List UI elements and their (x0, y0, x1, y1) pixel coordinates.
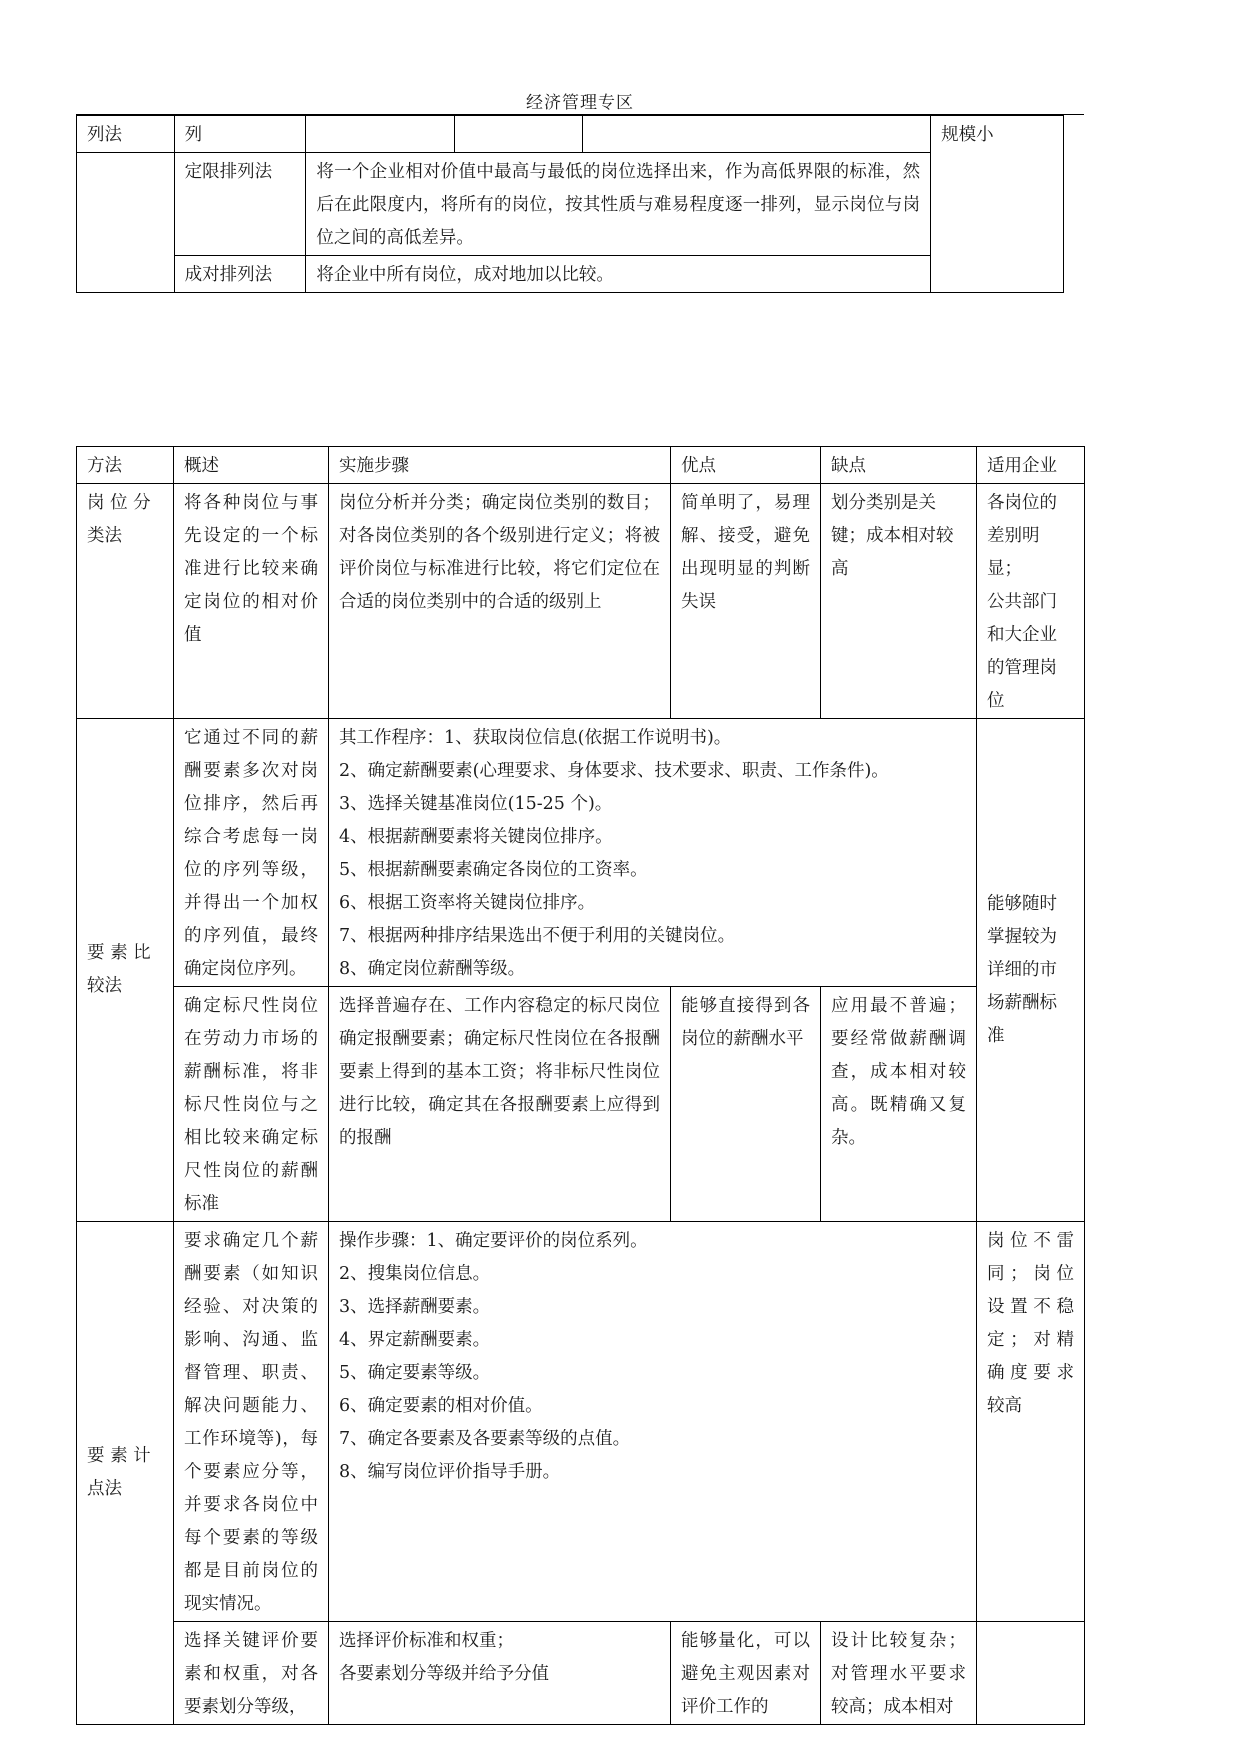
pros-cell: 能够直接得到各岗位的薪酬水平 (671, 987, 821, 1222)
submethod-cell: 列 (174, 116, 306, 153)
fit-cell: 岗位不雷同；岗位设置不稳定；对精确度要求较高 (977, 1222, 1085, 1622)
fit-cell-empty (977, 1622, 1085, 1725)
submethod-name: 成对排列法 (174, 256, 306, 293)
header-summary: 概述 (174, 447, 329, 484)
empty-cell (583, 116, 931, 153)
empty-cell (455, 116, 583, 153)
fit-cell: 规模小 (931, 116, 1064, 293)
pros-cell: 简单明了，易理解、接受，避免出现明显的判断失误 (671, 484, 821, 719)
steps-cell: 其工作程序：1、获取岗位信息(依据工作说明书)。 2、确定薪酬要素(心理要求、身体要求、技术要求、职责、工作条件)。 3、选择关键基准岗位(15-25 个)。 4、根据薪酬要素将关键岗位排序。 5、根据薪酬要素确定各岗位的工资率。 6、根据工资率将关键岗位排序。 7、根据两种排序结果选出不便于利用的关键岗位。 8、确定岗位薪酬等级。 (329, 719, 977, 987)
summary-cell: 选择关键评价要素和权重，对各要素划分等级， (174, 1622, 329, 1725)
submethod-name: 定限排列法 (174, 153, 306, 256)
summary-cell: 要求确定几个薪酬要素（如知识经验、对决策的影响、沟通、监督管理、职责、解决问题能力、工作环境等)，每个要素应分等，并要求各岗位中每个要素的等级都是目前岗位的现实情况。 (174, 1222, 329, 1622)
header-steps: 实施步骤 (329, 447, 671, 484)
steps-cell: 选择评价标准和权重； 各要素划分等级并给予分值 (329, 1622, 671, 1725)
submethod-description: 将一个企业相对价值中最高与最低的岗位选择出来，作为高低界限的标准，然后在此限度内，将所有的岗位，按其性质与难易程度逐一排列，显示岗位与岗位之间的高低差异。 (306, 153, 931, 256)
header-pros: 优点 (671, 447, 821, 484)
steps-cell: 选择普遍存在、工作内容稳定的标尺岗位确定报酬要素；确定标尺性岗位在各报酬要素上得到的基本工资；将非标尺性岗位进行比较，确定其在各报酬要素上应得到的报酬 (329, 987, 671, 1222)
fit-cell: 能够随时掌握较为详细的市场薪酬标准 (977, 719, 1085, 1222)
summary-cell: 将各种岗位与事先设定的一个标准进行比较来确定岗位的相对价值 (174, 484, 329, 719)
job-evaluation-table (76, 446, 1085, 1725)
method-cell-continued (77, 153, 175, 293)
pros-cell: 能够量化，可以避免主观因素对评价工作的 (671, 1622, 821, 1725)
cons-cell: 设计比较复杂；对管理水平要求较高；成本相对 (821, 1622, 977, 1725)
cons-cell: 应用最不普遍；要经常做薪酬调查，成本相对较高。既精确又复杂。 (821, 987, 977, 1222)
empty-cell (306, 116, 455, 153)
fit-cell: 各岗位的差别明显； 公共部门和大企业的管理岗位 (977, 484, 1085, 719)
method-factor-comparison: 要 素 比 较法 (77, 719, 174, 1222)
header-cons: 缺点 (821, 447, 977, 484)
submethod-description: 将企业中所有岗位，成对地加以比较。 (306, 256, 931, 293)
summary-cell: 它通过不同的薪酬要素多次对岗位排序，然后再综合考虑每一岗位的序列等级，并得出一个加权的序列值，最终确定岗位序列。 (174, 719, 329, 987)
method-classification: 岗 位 分 类法 (77, 484, 174, 719)
ranking-methods-table (76, 115, 1064, 293)
cons-cell: 划分类别是关键；成本相对较高 (821, 484, 977, 719)
method-point-factor: 要 素 计 点法 (77, 1222, 174, 1725)
page-header: 经济管理专区 (526, 93, 634, 113)
steps-cell: 操作步骤：1、确定要评价的岗位系列。 2、搜集岗位信息。 3、选择薪酬要素。 4、界定薪酬要素。 5、确定要素等级。 6、确定要素的相对价值。 7、确定各要素及各要素等级的点值。 8、编写岗位评价指导手册。 (329, 1222, 977, 1622)
summary-cell: 确定标尺性岗位在劳动力市场的薪酬标准，将非标尺性岗位与之相比较来确定标尺性岗位的薪酬标准 (174, 987, 329, 1222)
steps-cell: 岗位分析并分类；确定岗位类别的数目；对各岗位类别的各个级别进行定义；将被评价岗位与标准进行比较，将它们定位在合适的岗位类别中的合适的级别上 (329, 484, 671, 719)
header-method: 方法 (77, 447, 174, 484)
header-fit: 适用企业 (977, 447, 1085, 484)
method-cell: 列法 (77, 116, 175, 153)
